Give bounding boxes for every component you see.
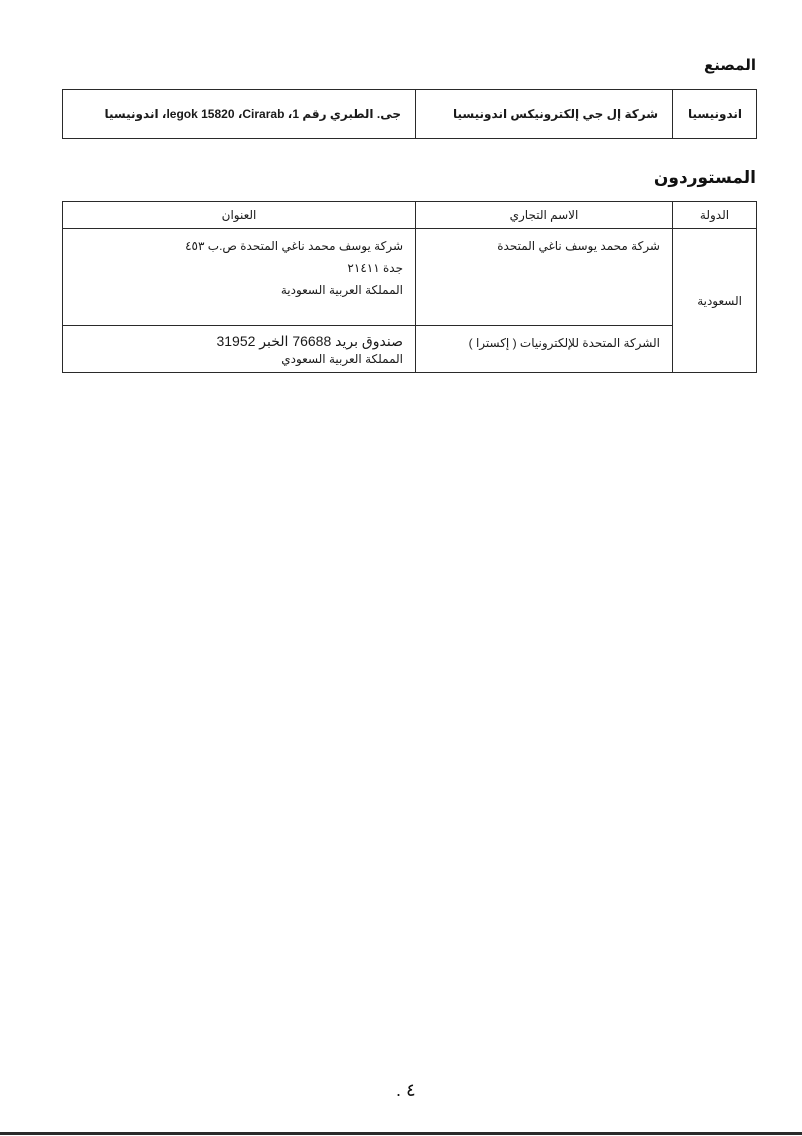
header-country: الدولة	[673, 202, 757, 229]
page-number: ٤ .	[396, 1080, 416, 1100]
table-header-row	[63, 202, 757, 229]
importer-address-cell	[63, 326, 416, 373]
importer-trade-name-cell: الشركة المتحدة للإلكترونيات ( إكسترا )	[416, 326, 673, 373]
manufacturer-address-cell: جى. الطبري رقم 1، legok 15820 ،Cirarab، اندونيسيا	[63, 90, 416, 139]
address-line: شركة يوسف محمد ناغي المتحدة ص.ب ٤٥٣	[185, 239, 403, 253]
manufacturer-table	[62, 89, 757, 139]
importer-country-cell: السعودية	[673, 229, 757, 373]
manufacturer-name-cell: شركة إل جي إلكترونيكس اندونيسيا	[416, 90, 673, 139]
header-address: العنوان	[63, 202, 416, 229]
address-line: المملكة العربية السعودية	[280, 283, 403, 297]
header-trade-name: الاسم التجاري	[416, 202, 673, 229]
address-line: صندوق بريد 76688 الخبر 31952	[216, 333, 403, 349]
importers-table	[62, 201, 757, 373]
table-row	[63, 326, 757, 373]
manufacturer-section-title: المصنع	[704, 57, 756, 74]
importer-trade-name-cell: شركة محمد يوسف ناغي المتحدة	[416, 229, 673, 326]
address-line: جدة ٢١٤١١	[347, 261, 403, 275]
bottom-divider	[0, 1132, 802, 1135]
address-line: المملكة العربية السعودي	[281, 352, 403, 366]
table-row	[63, 229, 757, 326]
importer-address-cell	[63, 229, 416, 326]
manufacturer-country-cell: اندونيسيا	[673, 90, 757, 139]
importers-section-title: المستوردون	[653, 168, 756, 187]
table-row	[63, 90, 757, 139]
